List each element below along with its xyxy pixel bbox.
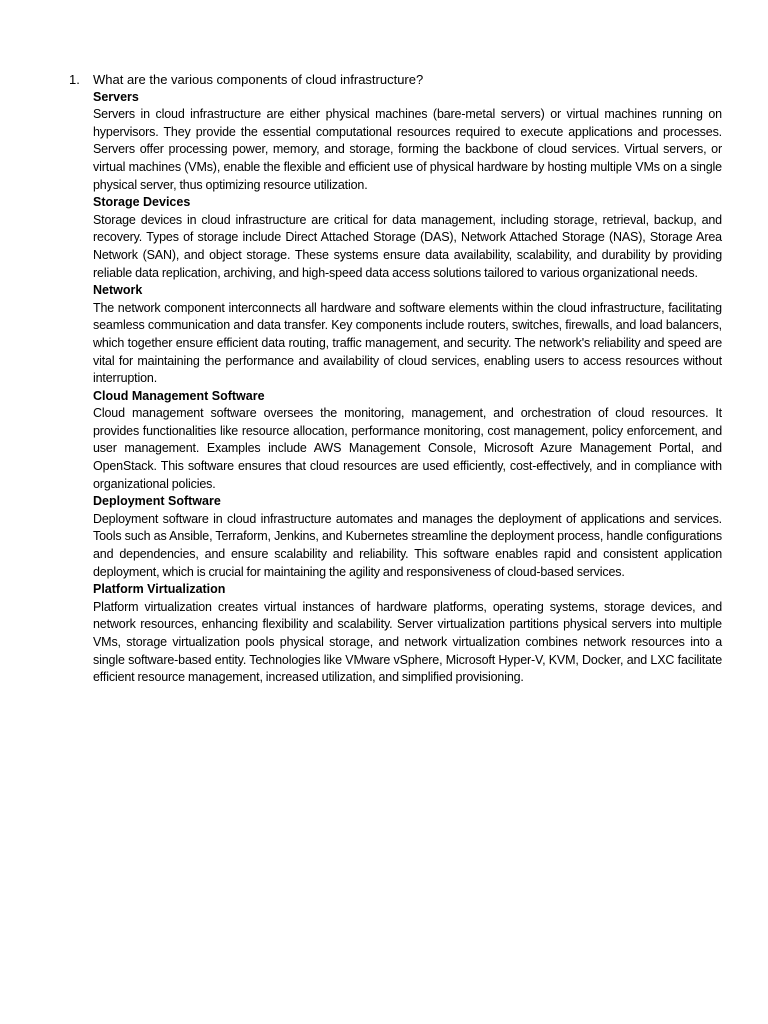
section-heading-storage-devices: Storage Devices [93,195,191,210]
section-heading-platform-virtualization: Platform Virtualization [93,582,226,597]
section-text-cloud-management-software: Cloud management software oversees the monitoring, management, and orchestration of cloud resources. It provides functionalities like resource allocation, performance monitoring, cost management, policy enforcement, and user management. Examples include AWS Management Console, Microsoft Azure Management Portal, and OpenStack. This software ensures that cloud resources are used efficiently, cost-effectively, and in compliance with organizational policies. [93,406,722,491]
section-text-platform-virtualization: Platform virtualization creates virtual instances of hardware platforms, operating systems, storage devices, and network resources, enhancing flexibility and scalability. Server virtualization partitions physical servers into multiple VMs, storage virtualization pools physical storage, and network virtualization combines network resources into a single software-based entity. Technologies like VMware vSphere, Microsoft Hyper-V, KVM, Docker, and LXC facilitate efficient resource management, increased utilization, and simplified provisioning. [93,599,722,685]
section-text-storage-devices: Storage devices in cloud infrastructure are critical for data management, including storage, retrieval, backup, and recovery. Types of storage include Direct Attached Storage (DAS), Network Attached Storage (NAS), Storage Area Network (SAN), and object storage. These systems ensure data availability, scalability, and durability by providing reliable data replication, archiving, and high-speed data access solutions tailored to various organizational needs. [93,212,722,280]
section-heading-servers: Servers [93,89,139,104]
list-item-body [93,71,722,687]
section-heading-network: Network [93,283,143,298]
section-text-servers: Servers in cloud infrastructure are either physical machines (bare-metal servers) or virtual machines running on hypervisors. They provide the essential computational resources required to execute applications and processes. Servers offer processing power, memory, and storage, forming the backbone of cloud services. Virtual servers, or virtual machines (VMs), enable the flexible and efficient use of physical hardware by hosting multiple VMs on a single physical server, thus optimizing resource utilization. [93,107,722,192]
section-text-network: The network component interconnects all hardware and software elements within the cloud infrastructure, facilitating seamless communication and data transfer. Key components include routers, switches, firewalls, and load balancers, which together ensure efficient data routing, traffic management, and security. The network's reliability and speed are vital for maintaining the performance and availability of cloud services, enabling users to access resources without interruption. [93,300,722,386]
section-text-deployment-software: Deployment software in cloud infrastructure automates and manages the deployment of applications and services. Tools such as Ansible, Terraform, Jenkins, and Kubernetes streamline the deployment process, handle configurations and dependencies, and ensure scalability and reliability. This software enables rapid and consistent application deployment, which is crucial for maintaining the agility and responsiveness of cloud-based services. [93,511,722,579]
section-heading-cloud-management-software: Cloud Management Software [93,388,265,403]
question-text: What are the various components of cloud infrastructure? [93,72,424,87]
section-heading-deployment-software: Deployment Software [93,494,221,509]
list-item-number: 1. [69,72,80,87]
